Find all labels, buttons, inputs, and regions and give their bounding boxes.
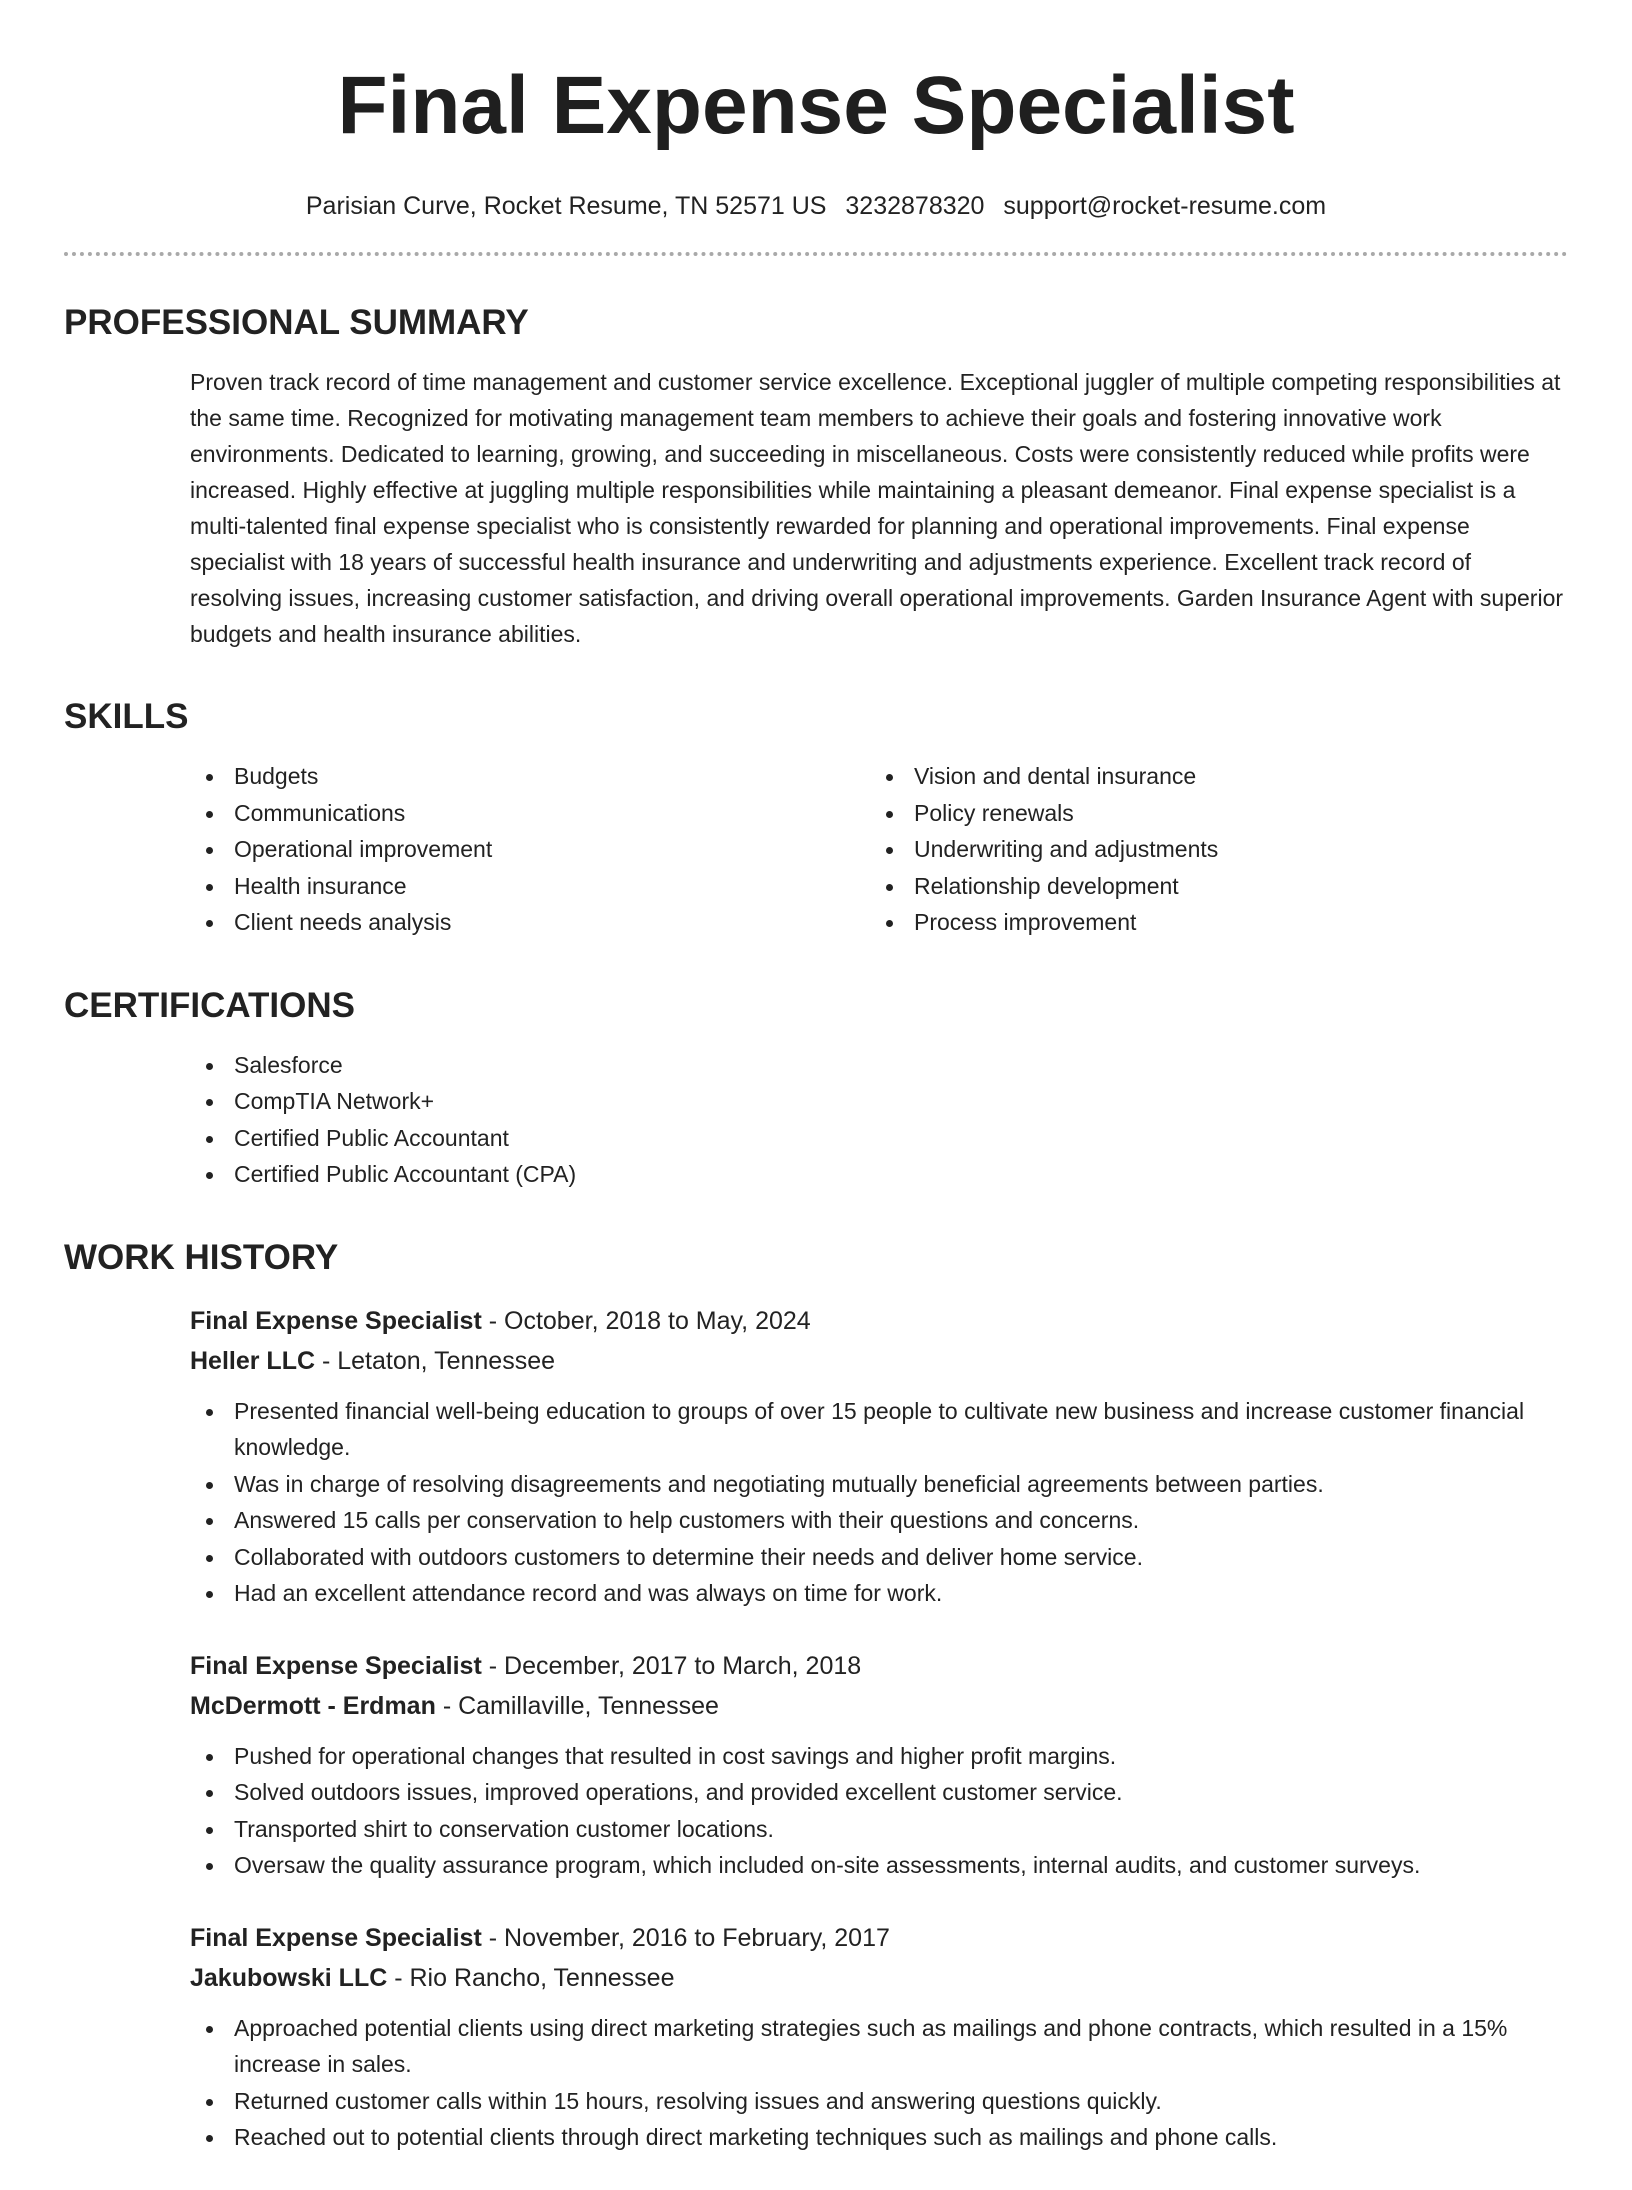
job-company-line (190, 1958, 1568, 1998)
contact-phone: 3232878320 (845, 192, 985, 220)
certification-item: Certified Public Accountant (190, 1120, 1568, 1157)
job-company-line (190, 1341, 1568, 1381)
job-bullet: Approached potential clients using direct marketing strategies such as mailings and phone contracts, which resulted in a 15% increase in sales. (190, 2010, 1568, 2083)
job-bullets (190, 1393, 1568, 1612)
certification-item: CompTIA Network+ (190, 1083, 1568, 1120)
job-dates: - October, 2018 to May, 2024 (481, 1306, 811, 1335)
skill-item: Health insurance (190, 868, 870, 905)
certification-item: Salesforce (190, 1047, 1568, 1084)
job-bullet: Transported shirt to conservation customer locations. (190, 1811, 1568, 1848)
job-bullet: Reached out to potential clients through direct marketing techniques such as mailings and phone calls. (190, 2119, 1568, 2156)
job-bullet: Had an excellent attendance record and was always on time for work. (190, 1575, 1568, 1612)
job-bullet: Returned customer calls within 15 hours, resolving issues and answering questions quickly. (190, 2083, 1568, 2120)
header-divider (64, 252, 1568, 256)
job-title: Final Expense Specialist (190, 1306, 482, 1335)
job-bullet: Answered 15 calls per conservation to help customers with their questions and concerns. (190, 1502, 1568, 1539)
contact-address: Parisian Curve, Rocket Resume, TN 52571 US (305, 192, 827, 220)
job-location: - Camillaville, Tennessee (435, 1691, 719, 1720)
skills-section (64, 696, 1568, 941)
certifications-title: CERTIFICATIONS (64, 985, 356, 1025)
skill-item: Communications (190, 795, 870, 832)
job-bullets (190, 2010, 1568, 2156)
job-bullet: Pushed for operational changes that resulted in cost savings and higher profit margins. (190, 1738, 1568, 1775)
job-bullet: Oversaw the quality assurance program, which included on-site assessments, internal audits, and customer surveys. (190, 1847, 1568, 1884)
summary-text: Proven track record of time management and customer service excellence. Exceptional juggler of multiple competing responsibilities at the same time. Recognized for motivating management team members to achieve their goals and fostering innovative work environments. Dedicated to learning, growing, and succeeding in miscellaneous. Costs were consistently reduced while profits were increased. Highly effective at juggling multiple responsibilities while maintaining a pleasant demeanor. Final expense specialist is a multi-talented final expense specialist who is consistently rewarded for planning and operational improvements. Final expense specialist with 18 years of successful health insurance and underwriting and adjustments experience. Excellent track record of resolving issues, increasing customer satisfaction, and driving overall operational improvements. Garden Insurance Agent with superior budgets and health insurance abilities. (190, 369, 1564, 647)
resume-header (64, 0, 1568, 256)
job-entry (190, 1646, 1568, 1884)
contact-email: support@rocket-resume.com (1003, 192, 1327, 220)
job-title: Final Expense Specialist (190, 1923, 482, 1952)
summary-section (64, 302, 1568, 652)
summary-title: PROFESSIONAL SUMMARY (64, 303, 529, 342)
job-company: Heller LLC (190, 1346, 316, 1375)
skills-list-left (190, 758, 870, 941)
skill-item: Process improvement (870, 904, 1550, 941)
skills-title: SKILLS (64, 697, 189, 736)
skill-item: Client needs analysis (190, 904, 870, 941)
skill-item: Budgets (190, 758, 870, 795)
job-title-line (190, 1301, 1568, 1341)
candidate-name: Final Expense Specialist (337, 60, 1295, 151)
skill-item: Operational improvement (190, 831, 870, 868)
job-title-line (190, 1646, 1568, 1686)
job-bullet: Collaborated with outdoors customers to determine their needs and deliver home service. (190, 1539, 1568, 1576)
job-entry (190, 1918, 1568, 2156)
certifications-list (190, 1047, 1568, 1193)
job-location: - Rio Rancho, Tennessee (387, 1963, 675, 1992)
work-history-title: WORK HISTORY (64, 1237, 339, 1277)
certification-item: Certified Public Accountant (CPA) (190, 1156, 1568, 1193)
certifications-section (64, 985, 1568, 1193)
job-company: Jakubowski LLC (190, 1963, 388, 1992)
job-company-line (190, 1686, 1568, 1726)
work-history-section (64, 1237, 1568, 2156)
job-bullet: Was in charge of resolving disagreements and negotiating mutually beneficial agreements between parties. (190, 1466, 1568, 1503)
skills-list-right (870, 758, 1550, 941)
job-bullet: Presented financial well-being education to groups of over 15 people to cultivate new business and increase customer financial knowledge. (190, 1393, 1568, 1466)
skill-item: Relationship development (870, 868, 1550, 905)
job-dates: - November, 2016 to February, 2017 (481, 1923, 890, 1952)
job-entry (190, 1301, 1568, 1612)
job-bullets (190, 1738, 1568, 1884)
contact-line (64, 190, 1568, 222)
resume-page (64, 0, 1568, 2190)
job-bullet: Solved outdoors issues, improved operations, and provided excellent customer service. (190, 1774, 1568, 1811)
job-location: - Letaton, Tennessee (315, 1346, 556, 1375)
skill-item: Policy renewals (870, 795, 1550, 832)
skill-item: Underwriting and adjustments (870, 831, 1550, 868)
skill-item: Vision and dental insurance (870, 758, 1550, 795)
job-title: Final Expense Specialist (190, 1651, 482, 1680)
job-company: McDermott - Erdman (190, 1691, 436, 1720)
job-dates: - December, 2017 to March, 2018 (481, 1651, 862, 1680)
job-title-line (190, 1918, 1568, 1958)
